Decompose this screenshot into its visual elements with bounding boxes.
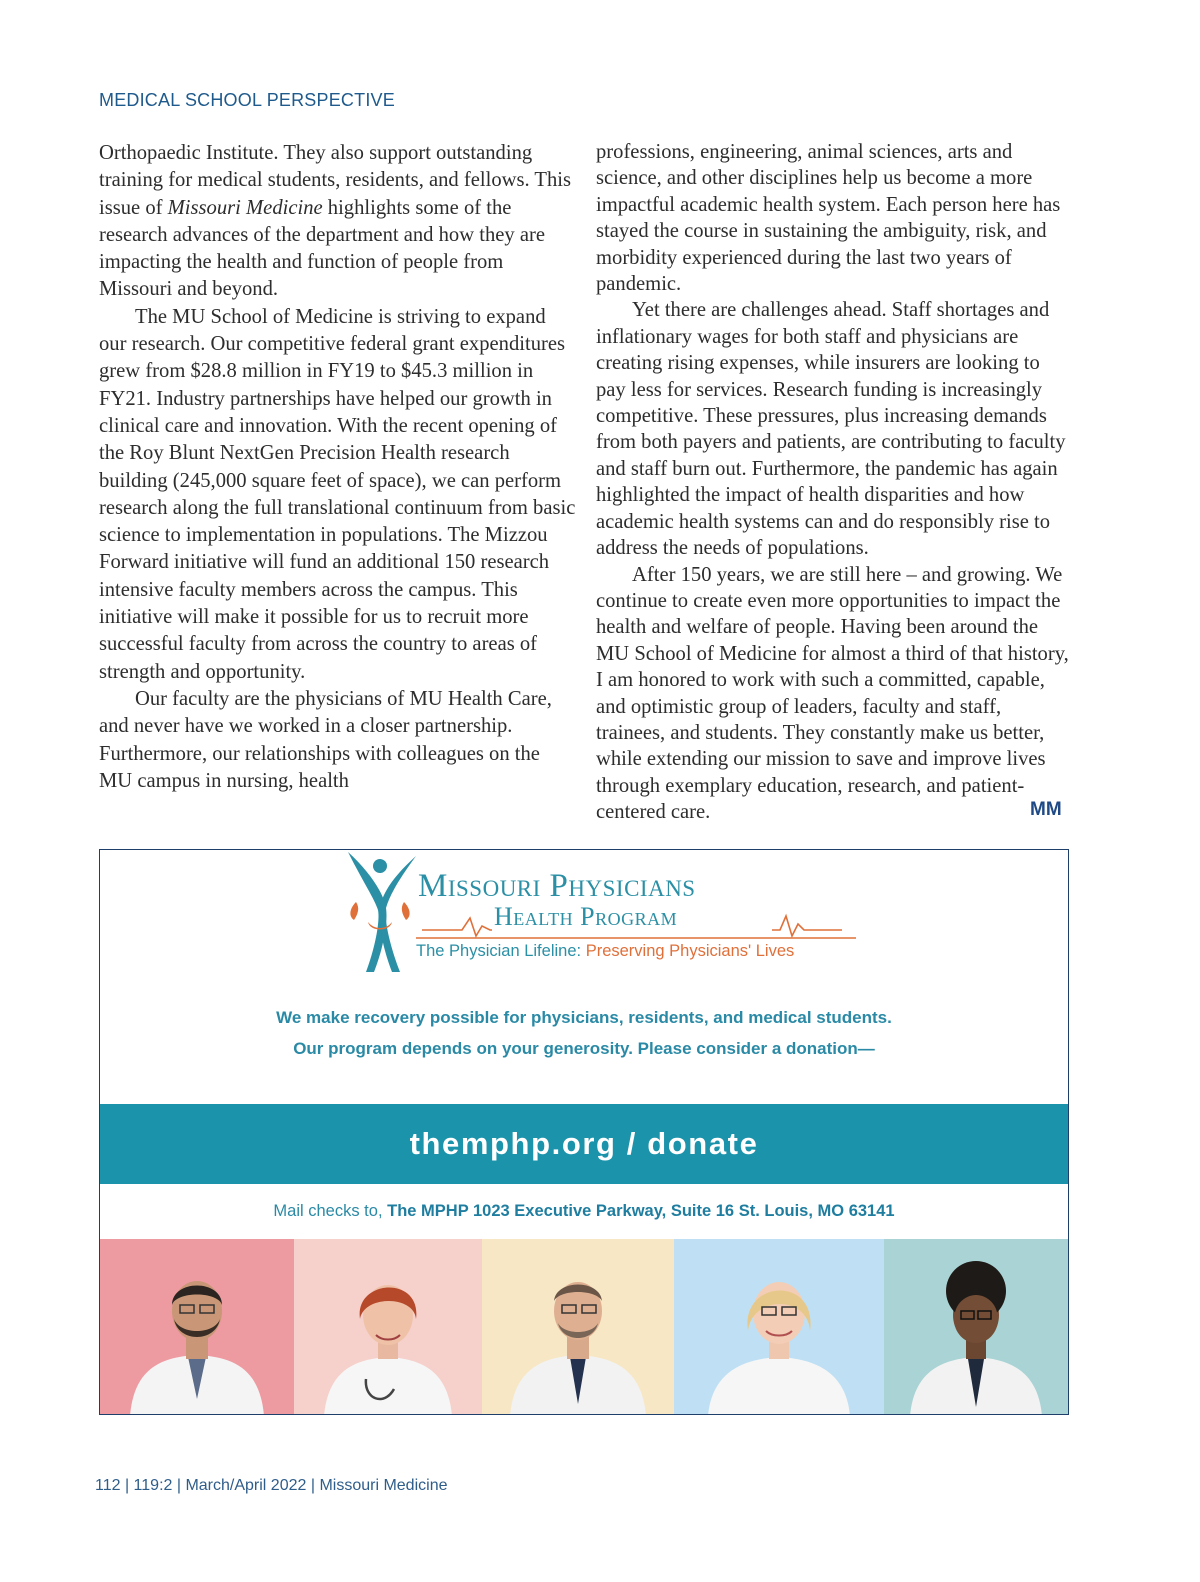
section-header: MEDICAL SCHOOL PERSPECTIVE bbox=[99, 90, 395, 110]
ad-message-1: We make recovery possible for physicians, residents, and medical students. bbox=[276, 1008, 892, 1027]
logo-tagline: The Physician Lifeline: Preserving Physicians' Lives bbox=[416, 942, 795, 960]
logo-title: Missouri Physicians bbox=[418, 868, 696, 904]
right-paragraph-2: Yet there are challenges ahead. Staff shortages and inflationary wages for both staff and physicians are creating rising expenses, while insurers are looking to pay less for services. Research funding is increasingly competitive. These pressures, plus increasing demands from both payers and patients, are contributing to faculty and staff burn out. Furthermore, the pandemic has again highlighted the impact of health disparities and how academic health systems can and do responsibly rise to address the needs of populations. bbox=[596, 299, 1066, 560]
donate-link[interactable]: themphp.org / donate bbox=[409, 1126, 759, 1161]
logo-underline bbox=[416, 936, 856, 940]
mail-instructions: Mail checks to, The MPHP 1023 Executive Parkway, Suite 16 St. Louis, MO 63141 bbox=[273, 1202, 895, 1220]
end-mark: MM bbox=[1030, 799, 1062, 820]
physician-portrait-icon bbox=[100, 1239, 294, 1415]
ad-message-2: Our program depends on your generosity. Please consider a donation— bbox=[293, 1039, 875, 1058]
physician-portrait-icon bbox=[294, 1239, 483, 1415]
physician-portrait-icon bbox=[482, 1239, 674, 1415]
page-footer: 112 | 119:2 | March/April 2022 | Missouri Medicine bbox=[95, 1477, 448, 1494]
physician-portrait-icon bbox=[674, 1239, 885, 1415]
mphp-logo bbox=[340, 850, 860, 975]
physician-portrait-icon bbox=[884, 1239, 1068, 1415]
physician-photo-4 bbox=[674, 1239, 885, 1415]
right-column bbox=[596, 139, 1070, 826]
physician-photo-2 bbox=[294, 1239, 483, 1415]
physician-photo-3 bbox=[482, 1239, 674, 1415]
donate-banner[interactable] bbox=[100, 1104, 1068, 1184]
right-paragraph-1: professions, engineering, animal sciences, arts and science, and other disciplines help us become a more impactful academic health system. Each person here has stayed the course in sustaining the ambiguity, risk, and morbidity experienced during the last two years of pandemic. bbox=[596, 141, 1061, 296]
figure-icon bbox=[340, 850, 420, 975]
journal-name: Missouri Medicine bbox=[167, 196, 323, 219]
mphp-advertisement bbox=[99, 849, 1069, 1415]
mailing-address: The MPHP 1023 Executive Parkway, Suite 16 St. Louis, MO 63141 bbox=[387, 1202, 895, 1220]
left-column bbox=[99, 140, 577, 795]
physician-photos bbox=[100, 1239, 1068, 1415]
left-paragraph-3: Our faculty are the physicians of MU Health Care, and never have we worked in a closer partnership. Furthermore, our relationships with colleagues on the MU campus in nursing, health bbox=[99, 687, 552, 792]
logo-subtitle: Health Program bbox=[494, 902, 678, 931]
right-paragraph-3: After 150 years, we are still here – and growing. We continue to create even more opportunities to impact the health and welfare of people. Having been around the MU School of Medicine for almost a third of that history, I am honored to work with such a committed, capable, and optimistic group of leaders, faculty and staff, trainees, and students. They constantly make us better, while extending our mission to save and improve lives through exemplary education, research, and patient-centered care. bbox=[596, 563, 1069, 824]
physician-photo-1 bbox=[100, 1239, 294, 1415]
left-paragraph-1: Orthopaedic Institute. They also support outstanding training for medical students, residents, and fellows. This issue of Missouri Medicine highlights some of the research advances of the department and how they are impacting the health and function of people from Missouri and beyond. bbox=[99, 142, 572, 301]
left-paragraph-2: The MU School of Medicine is striving to expand our research. Our competitive federal grant expenditures grew from $28.8 million in FY19 to $45.3 million in FY21. Industry partnerships have helped our growth in clinical care and innovation. With the recent opening of the Roy Blunt NextGen Precision Health research building (245,000 square feet of space), we can perform research along the full translational continuum from basic science to implementation in populations. The Mizzou Forward initiative will fund an additional 150 research intensive faculty members across the campus. This initiative will make it possible for us to recruit more successful faculty from across the country to areas of strength and opportunity. bbox=[99, 305, 576, 683]
physician-photo-5 bbox=[884, 1239, 1068, 1415]
